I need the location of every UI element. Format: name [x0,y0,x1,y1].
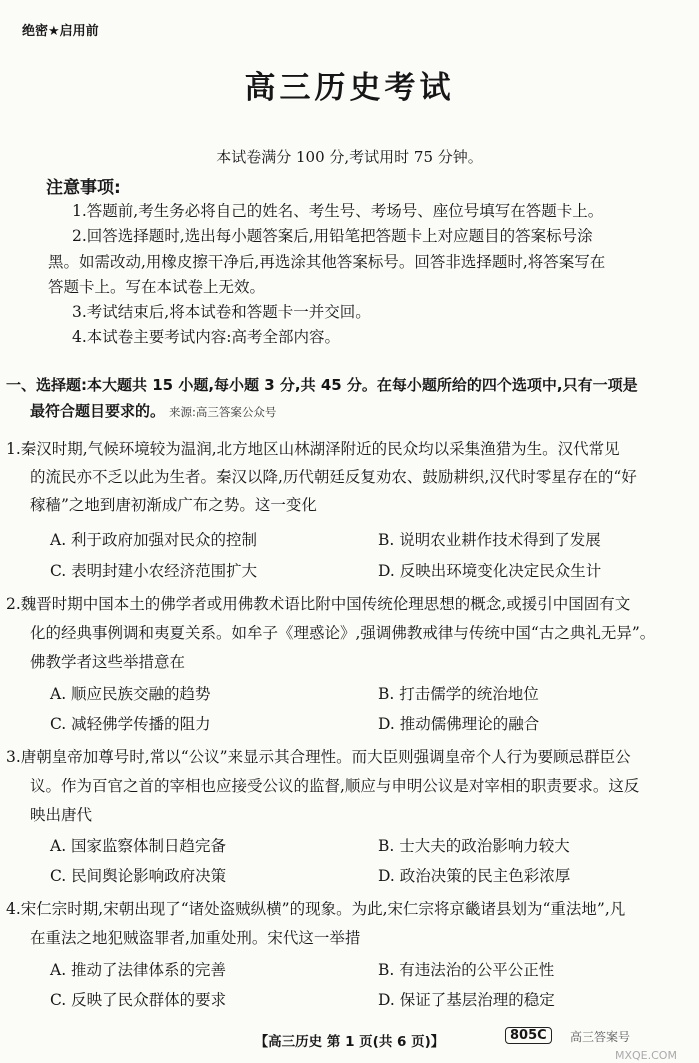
question-4-line: 4.宋仁宗时期,宋朝出现了“诸处盗贼纵横”的现象。为此,宋仁宗将京畿诸县划为“重法地”,凡 [6,900,626,918]
question-1-option-b[interactable]: B. 说明农业耕作技术得到了发展 [378,531,601,549]
question-1-line: 1.秦汉时期,气候环境较为温润,北方地区山林湖泽附近的民众均以采集渔猎为生。汉代常见 [6,440,620,458]
notice-line: 3.考试结束后,将本试卷和答题卡一并交回。 [72,303,371,321]
question-2-option-d[interactable]: D. 推动儒佛理论的融合 [378,715,540,733]
section-heading-line2: 最符合题目要求的。 [30,402,166,420]
question-1-line: 稼穑”之地到唐初渐成广布之势。这一变化 [30,496,317,514]
exam-title: 高三历史考试 [244,70,455,106]
notice-line: 答题卡上。写在本试卷上无效。 [48,278,266,296]
question-3-line: 映出唐代 [30,806,93,824]
question-2-option-c[interactable]: C. 减轻佛学传播的阻力 [50,715,211,733]
watermark-site: MXQE.COM [615,1049,677,1062]
notice-line: 黑。如需改动,用橡皮擦干净后,再选涂其他答案标号。回答非选择题时,将答案写在 [48,253,606,271]
question-3-option-d[interactable]: D. 政治决策的民主色彩浓厚 [378,867,571,885]
question-3-line: 议。作为百官之首的宰相也应接受公议的监督,顺应与申明公议是对宰相的职责要求。这反 [30,777,640,795]
paper-code-badge: 805C [505,1027,552,1044]
notice-heading: 注意事项: [46,178,121,198]
watermark-text: 高三答案号 [570,1030,631,1044]
question-4-option-d[interactable]: D. 保证了基层治理的稳定 [378,991,555,1009]
page-footer: 【高三历史 第 1 页(共 6 页)】 [254,1034,445,1050]
section-heading: 一、选择题:本大题共 15 小题,每小题 3 分,共 45 分。在每小题所给的四个选项中,只有一项是 [6,376,638,394]
notice-line: 2.回答选择题时,选出每小题答案后,用铅笔把答题卡上对应题目的答案标号涂 [72,227,593,245]
question-2-line: 佛教学者这些举措意在 [30,653,186,671]
question-4-option-b[interactable]: B. 有违法治的公平公正性 [378,961,555,979]
question-2-line: 化的经典事例调和夷夏关系。如牟子《理惑论》,强调佛教戒律与传统中国“古之典礼无异”。 [30,624,656,642]
notice-line: 1.答题前,考生务必将自己的姓名、考生号、考场号、座位号填写在答题卡上。 [72,202,604,220]
question-3-option-c[interactable]: C. 民间舆论影响政府决策 [50,867,227,885]
question-2-option-b[interactable]: B. 打击儒学的统治地位 [378,685,539,703]
question-1-option-a[interactable]: A. 利于政府加强对民众的控制 [50,531,258,549]
source-note: 来源:高三答案公众号 [169,405,277,419]
question-3-option-a[interactable]: A. 国家监察体制日趋完备 [50,837,227,855]
question-3-line: 3.唐朝皇帝加尊号时,常以“公议”来显示其合理性。而大臣则强调皇帝个人行为要顾忌群臣公 [6,748,631,766]
confidential-label: 绝密★启用前 [22,24,99,39]
section-heading-cont [30,400,276,421]
notice-line: 4.本试卷主要考试内容:高考全部内容。 [72,328,341,346]
question-1-option-c[interactable]: C. 表明封建小农经济范围扩大 [50,562,258,580]
question-1-option-d[interactable]: D. 反映出环境变化决定民众生计 [378,562,602,580]
question-4-option-a[interactable]: A. 推动了法律体系的完善 [50,961,227,979]
question-3-option-b[interactable]: B. 士大夫的政治影响力较大 [378,837,570,855]
question-1-line: 的流民亦不乏以此为生者。秦汉以降,历代朝廷反复劝农、鼓励耕织,汉代时零星存在的“好 [30,468,637,486]
question-4-line: 在重法之地犯贼盗罪者,加重处刑。宋代这一举措 [30,929,361,947]
exam-subtitle: 本试卷满分 100 分,考试用时 75 分钟。 [216,148,483,166]
question-2-option-a[interactable]: A. 顺应民族交融的趋势 [50,685,211,703]
question-2-line: 2.魏晋时期中国本土的佛学者或用佛教术语比附中国传统伦理思想的概念,或援引中国固有文 [6,595,631,613]
question-4-option-c[interactable]: C. 反映了民众群体的要求 [50,991,227,1009]
